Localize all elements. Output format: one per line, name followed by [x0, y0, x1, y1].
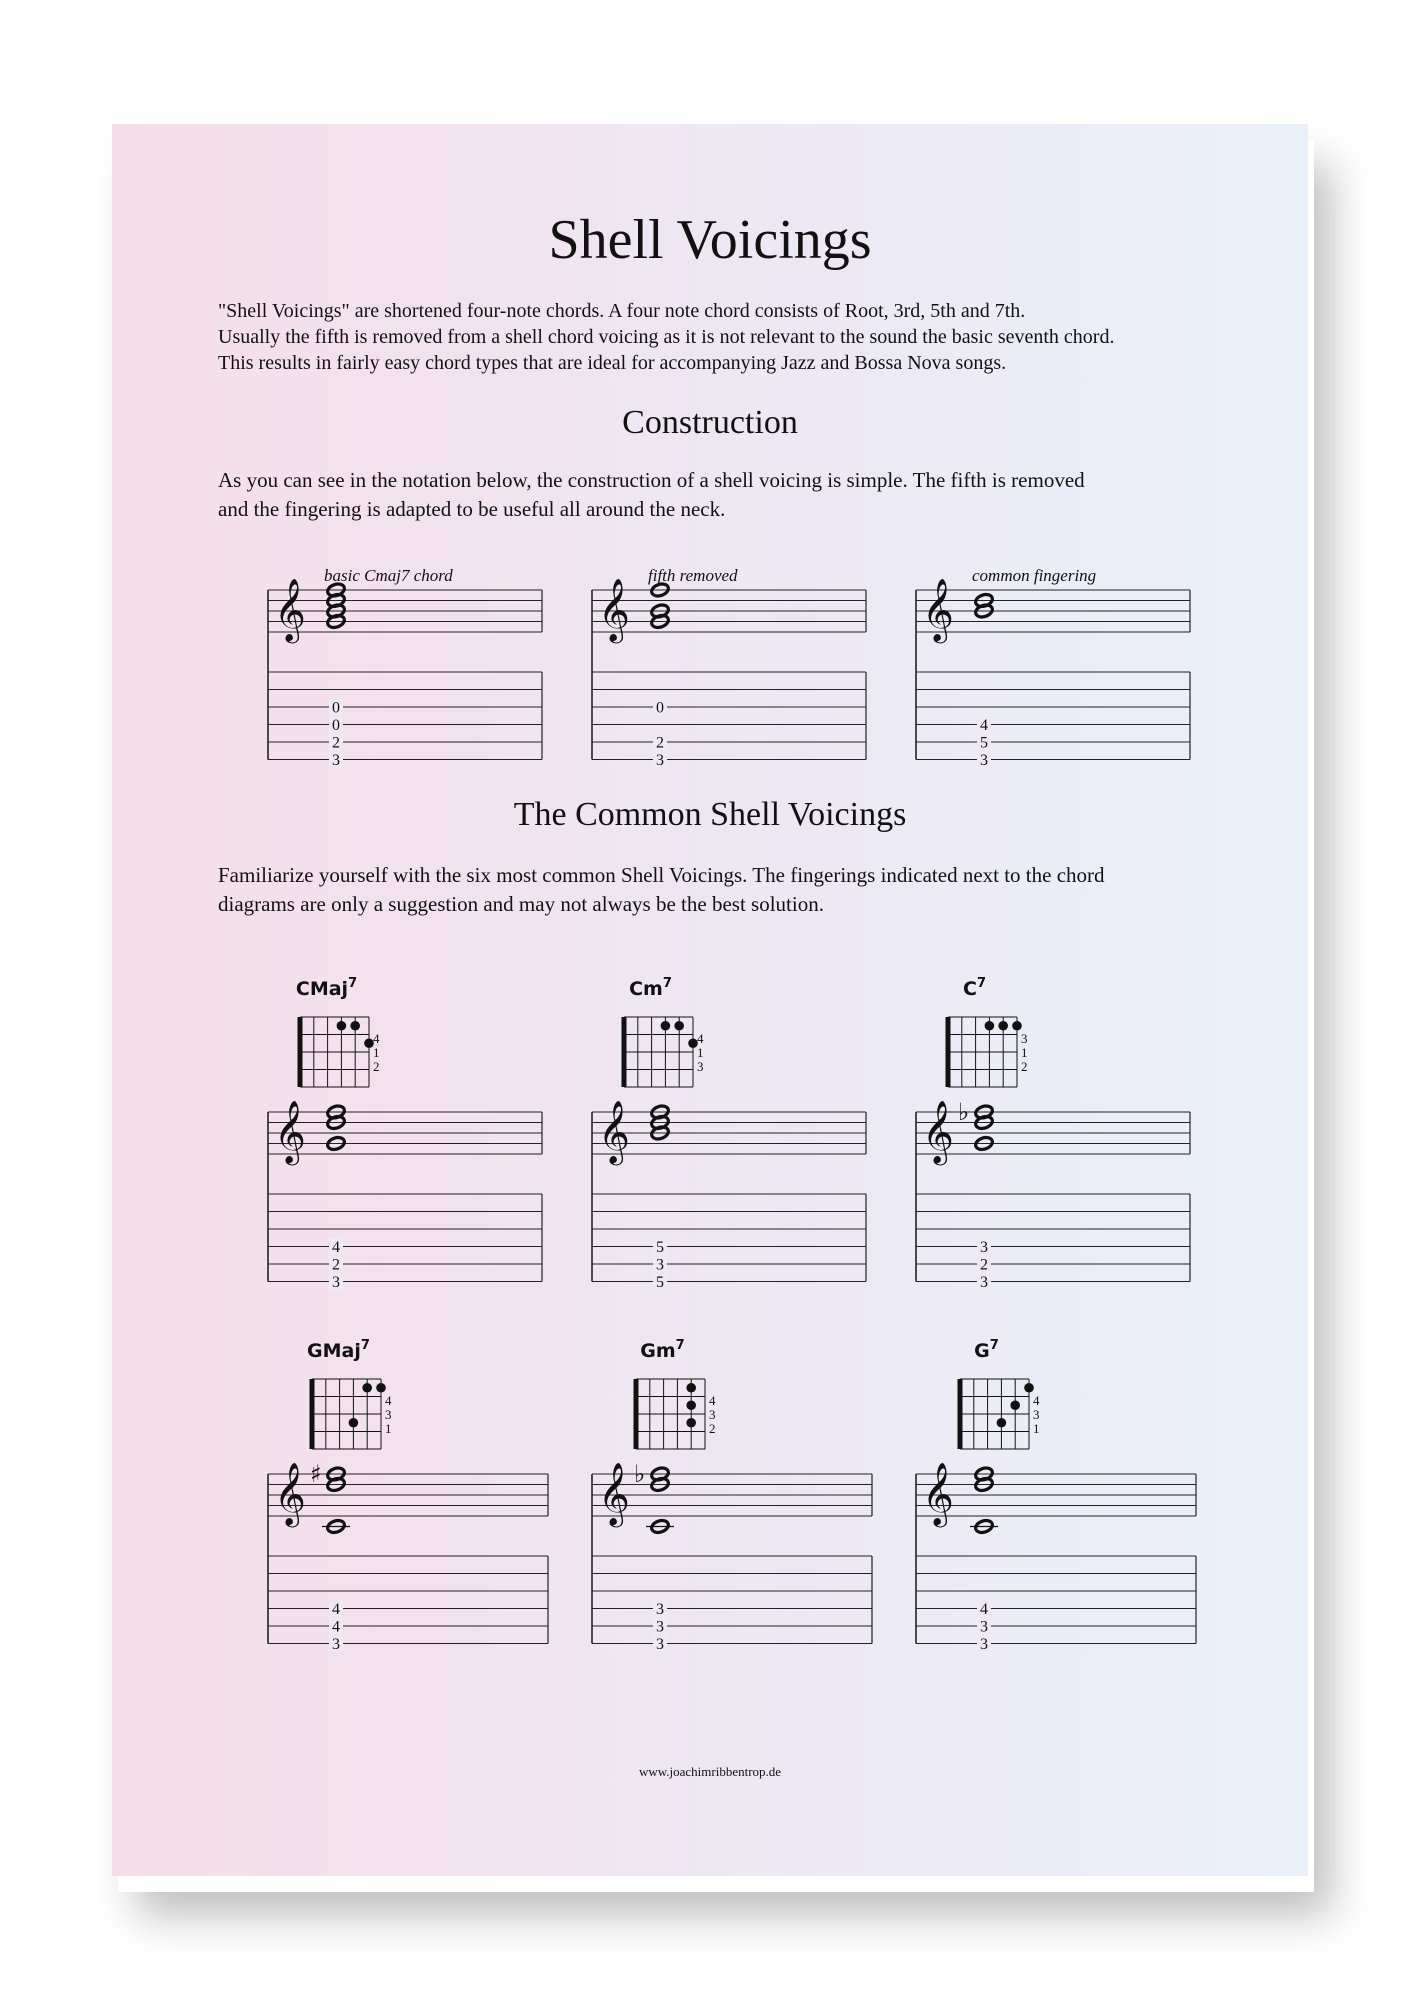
example-caption: basic Cmaj7 chord: [324, 566, 453, 585]
tab-fret-number: 3: [332, 1636, 340, 1653]
finger-dot: [1010, 1400, 1020, 1410]
tab-fret-number: 4: [332, 1239, 340, 1256]
treble-clef-icon: 𝄞: [598, 1462, 630, 1525]
staff-system: [916, 578, 1190, 769]
chord-name: GMaj$^7$: [307, 1338, 370, 1362]
staff-system: [268, 1100, 542, 1291]
finger-dot: [985, 1021, 995, 1031]
flat-sign-icon: ♭: [958, 1098, 970, 1126]
sharp-sign-icon: ♯: [310, 1460, 322, 1488]
staff-system: [592, 1460, 872, 1653]
staff-system: [916, 1462, 1196, 1653]
staff-system: [268, 1460, 548, 1653]
tab-fret-number: 3: [656, 1618, 664, 1636]
finger-dot: [337, 1021, 347, 1031]
tab-fret-number: 3: [656, 752, 664, 769]
tab-fret-number: 3: [332, 752, 340, 769]
finger-number: 1: [373, 1045, 380, 1060]
construction-line: and the fingering is adapted to be useful all around the neck.: [218, 497, 726, 521]
chord-diagram: [624, 976, 704, 1087]
chord-name: Gm$^7$: [640, 1338, 685, 1362]
finger-dot: [362, 1383, 372, 1393]
finger-number: 3: [385, 1407, 392, 1422]
tab-fret-number: 3: [332, 1274, 340, 1291]
tab-fret-number: 5: [656, 1239, 664, 1256]
common-heading: The Common Shell Voicings: [513, 796, 907, 833]
footer-url: www.joachimribbentrop.de: [638, 1764, 782, 1779]
tab-fret-number: 3: [980, 1618, 988, 1636]
chord-name: CMaj$^7$: [295, 976, 358, 1000]
finger-number: 2: [1021, 1059, 1028, 1074]
finger-dot: [686, 1418, 696, 1428]
chord-diagram: [296, 976, 380, 1087]
finger-dot: [349, 1418, 359, 1428]
finger-number: 4: [1033, 1393, 1040, 1408]
construction-heading: Construction: [622, 404, 798, 441]
tab-fret-number: 3: [656, 1256, 664, 1274]
finger-number: 2: [373, 1059, 380, 1074]
staff-system: [592, 1100, 866, 1291]
tab-fret-number: 2: [332, 1256, 340, 1274]
example-caption: common fingering: [972, 566, 1097, 585]
chord-name-superscript: 7: [976, 976, 986, 991]
chord-diagram: [948, 976, 1028, 1087]
finger-number: 1: [697, 1045, 704, 1060]
chord-diagram: [307, 1338, 392, 1449]
chord-name-superscript: 7: [360, 1338, 370, 1353]
tab-fret-number: 2: [656, 734, 664, 752]
tab-fret-number: 0: [332, 717, 340, 734]
chord-diagram: [960, 1338, 1040, 1449]
worksheet-page: [112, 124, 1308, 1876]
treble-clef-icon: 𝄞: [274, 578, 306, 641]
chord-name-superscript: 7: [662, 976, 672, 991]
finger-number: 3: [1033, 1407, 1040, 1422]
finger-dot: [1024, 1383, 1034, 1393]
tab-fret-number: 3: [980, 752, 988, 769]
page-title: Shell Voicings: [548, 209, 872, 271]
finger-dot: [661, 1021, 671, 1031]
tab-fret-number: 4: [980, 1601, 988, 1618]
tab-fret-number: 5: [980, 734, 988, 752]
intro-line: "Shell Voicings" are shortened four-note chords. A four note chord consists of Root, 3rd, 5th and 7th.: [218, 300, 1026, 322]
tab-fret-number: 3: [656, 1601, 664, 1618]
chord-name: $G^7$: [974, 1338, 999, 1362]
tab-fret-number: 2: [332, 734, 340, 752]
chord-diagram: [636, 1338, 716, 1449]
staff-system: [592, 578, 866, 769]
treble-clef-icon: 𝄞: [598, 578, 630, 641]
tab-fret-number: 5: [656, 1274, 664, 1291]
intro-line: Usually the fifth is removed from a shell chord voicing as it is not relevant to the sound the basic seventh chord.: [218, 326, 1115, 348]
construction-line: As you can see in the notation below, the construction of a shell voicing is simple. The fifth is removed: [218, 468, 1085, 492]
chord-name: $C^7$: [963, 976, 986, 1000]
tab-fret-number: 3: [980, 1239, 988, 1256]
finger-number: 4: [709, 1393, 716, 1408]
tab-fret-number: 4: [332, 1601, 340, 1618]
tab-fret-number: 3: [656, 1636, 664, 1653]
tab-fret-number: 4: [332, 1618, 340, 1636]
example-caption: fifth removed: [648, 566, 738, 585]
treble-clef-icon: 𝄞: [922, 1462, 954, 1525]
finger-dot: [997, 1418, 1007, 1428]
staff-system: [916, 1098, 1190, 1291]
treble-clef-icon: 𝄞: [922, 578, 954, 641]
common-line: diagrams are only a suggestion and may not always be the best solution.: [218, 892, 824, 916]
treble-clef-icon: 𝄞: [274, 1462, 306, 1525]
chord-name-superscript: 7: [675, 1338, 685, 1353]
treble-clef-icon: 𝄞: [274, 1100, 306, 1163]
finger-dot: [674, 1021, 684, 1031]
flat-sign-icon: ♭: [634, 1460, 646, 1488]
treble-clef-icon: 𝄞: [922, 1100, 954, 1163]
finger-dot: [686, 1383, 696, 1393]
tab-fret-number: 3: [980, 1274, 988, 1291]
intro-line: This results in fairly easy chord types that are ideal for accompanying Jazz and Bossa Nova songs.: [218, 352, 1007, 374]
finger-number: 1: [1033, 1421, 1040, 1436]
finger-number: 4: [697, 1031, 704, 1046]
chord-name-superscript: 7: [989, 1338, 999, 1353]
finger-number: 4: [373, 1031, 380, 1046]
tab-fret-number: 2: [980, 1256, 988, 1274]
tab-fret-number: 0: [332, 699, 340, 717]
common-line: Familiarize yourself with the six most common Shell Voicings. The fingerings indicated next to the chord: [218, 863, 1105, 887]
finger-number: 1: [1021, 1045, 1028, 1060]
finger-dot: [998, 1021, 1008, 1031]
finger-number: 3: [1021, 1031, 1028, 1046]
treble-clef-icon: 𝄞: [598, 1100, 630, 1163]
tab-fret-number: 3: [980, 1636, 988, 1653]
finger-number: 3: [697, 1059, 704, 1074]
finger-dot: [350, 1021, 360, 1031]
finger-number: 1: [385, 1421, 392, 1436]
finger-dot: [376, 1383, 386, 1393]
finger-number: 2: [709, 1421, 716, 1436]
tab-fret-number: 4: [980, 717, 988, 734]
finger-number: 3: [709, 1407, 716, 1422]
tab-fret-number: 0: [656, 699, 664, 717]
finger-dot: [686, 1400, 696, 1410]
chord-name-superscript: 7: [348, 976, 358, 991]
notation-figures: [112, 124, 1308, 1876]
finger-number: 4: [385, 1393, 392, 1408]
finger-dot: [1012, 1021, 1022, 1031]
chord-name: Cm$^7$: [629, 976, 672, 1000]
staff-system: [268, 578, 542, 769]
